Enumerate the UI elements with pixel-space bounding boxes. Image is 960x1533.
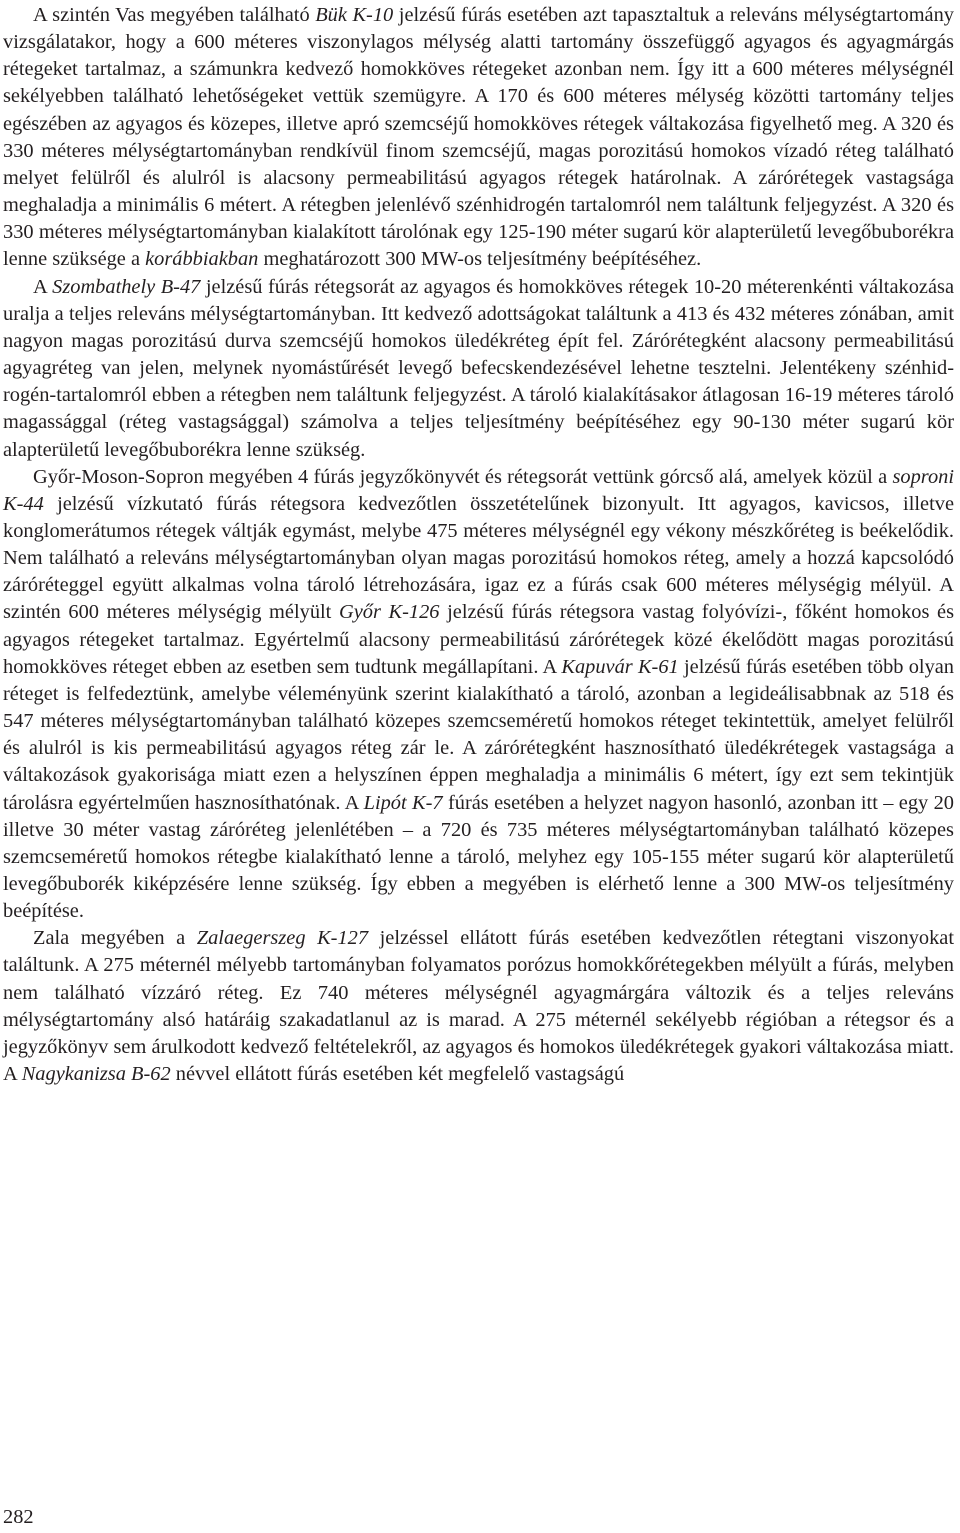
italic-term: Kapuvár K-61 xyxy=(561,655,679,678)
paragraph-vas-bük xyxy=(3,2,954,274)
text-run: jelzésű fúrás rétegsorát az agyagos és homokköves rétegek 10-20 méterenkénti váltakozása uralja a teljes releváns mélységtartományban. Itt kedvező adottságokat találtunk a 413 és 432 méteres zónában, amit nagyon magas porozitású durva szemcséjű homokos üledékréteg épít fel. Zárórétegként alacsony permeabilitású agyagréteg van jelen, melynek nyomástűrését levegő befecskendezésével lehetne tesztelni. Jelentékeny szénhidrogén-tartalomról ebben a rétegben nem találtunk feljegyzést. A tároló kialakításakor átlagosan 16-19 méteres tároló magassággal (réteg vastagsággal) számolva a teljes teljesítmény beépítéséhez egy 90-130 méter sugarú kör alapterületű levegőbuborékra lenne szükség. xyxy=(3,275,955,461)
text-run: A szintén Vas megyében található xyxy=(33,4,316,26)
text-run: jelzésű fúrás esetében több olyan réteget is felfedeztünk, amelybe véleményünk szerint kialakítható a tároló, azonban a legideálisabbnak az 518 és 547 méteres mélységtartományban található közepes szemcseméretű homokos réteget tekintettük, amelyet felülről és alulról is kis permeabilitású agyagos réteg zár le. A zárórétegként hasznosítható üledékrétegek vastagsága a váltakozások gyakorisága miatt ezen a helyszínen éppen meghaladja a minimális 6 métert, így ezt sem tekintjük tárolásra egyértelműen hasznosíthatónak. A xyxy=(3,655,955,814)
text-run: jelzésű fúrás rétegsora vastag folyóvízi-, főként homokos és agyagos rétegeket tartalmaz. Egyértelmű alacsony permeabilitású zárórétegek közé ékelődött magas porozitású homokköves réteget ebben az esetben sem tudtunk megállapítani. A xyxy=(3,601,955,678)
italic-term: Bük K-10 xyxy=(315,4,394,26)
paragraph-gyor-moson-sopron xyxy=(3,464,954,926)
italic-term: Szombathely B-47 xyxy=(52,275,201,298)
body-text xyxy=(3,2,954,1088)
text-run: A xyxy=(33,275,53,298)
text-run: jelzésű fúrás esetében azt tapasztaltuk a releváns mélységtartomány vizsgálatakor, hogy a 600 méteres viszonylagos mélység alatti tartomány összefüggő agyagos és agyagmárgás rétegeket tartalmaz, a számunkra kedvező homokköves rétegeket azonban nem. Így itt a 600 méteres mélységnél sekélyebben található lehetőségeket vettük szemügyre. A 170 és 600 méteres mélység közötti tartomány teljes egészében az agyagos és közepes, illetve apró szemcséjű homokköves rétegek váltakozása figyelhető meg. A 320 és 330 méteres mélységtartományban rendkívül finom szemcséjű, magas porozitású homokos vízadó réteg található melyet felülről és alulról is alacsony permeabilitású agyagos rétegek határolnak. A zárórétegek vastagsága meghaladja a minimális 6 métert. A rétegben jelenlévő szénhidrogén tartalomról nem találtunk feljegyzést. A 320 és 330 méteres mélységtartományban kialakított tárolónak egy 125-190 méter sugarú kör alapterületű levegőbuborékra lenne szüksége a xyxy=(3,4,954,271)
text-run: névvel ellátott fúrás esetében két megfelelő vastagságú xyxy=(170,1063,625,1086)
paragraph-zala xyxy=(3,925,954,1088)
italic-term: soproni K-44 xyxy=(3,465,954,515)
italic-term: Nagykanizsa B-62 xyxy=(21,1063,171,1086)
text-run: jelzéssel ellátott fúrás esetében kedvezőtlen rétegtani viszonyokat találtunk. A 275 méternél mélyebb tartományban folyamatos porózus homokkőrétegekben mélyült a fúrás, melyben nem található vízzáró réteg. Ez 740 méteres mélységnél agyagmárgára változik és a teljes releváns mélységtartomány alsó határáig szakadatlanul az is marad. A 275 méternél sekélyebb régióban a rétegsor és a jegyzőkönyv sem árulkodott kedvező feltételekről, az agyagos és homokos üledékrétegek gyakori váltakozása miatt. A xyxy=(3,927,955,1086)
text-run: jelzésű vízkutató fúrás rétegsora kedvezőtlen összetételűnek bizonyult. Itt agyagos, kavicsos, illetve konglomerátumos rétegek váltják egymást, melybe 475 méteres mélységnél egy vékony mészkőréteg is beékelődik. Nem található a releváns mélységtartományban olyan magas porozitású homokos réteg, amely a hozzá kapcsolódó záróréteggel együtt alkalmas volna tároló létrehozására, igaz ez a fúrás csak 600 méteres mélységig mélyül. A szintén 600 méteres mélységig mélyült xyxy=(3,492,954,624)
italic-term: Győr K-126 xyxy=(338,601,440,624)
text-run: Győr-Moson-Sopron megyében 4 fúrás jegyzőkönyvét és rétegsorát vettünk górcső alá, amelyek közül a xyxy=(33,465,893,488)
italic-term: korábbiakban xyxy=(145,248,259,271)
paragraph-szombathely xyxy=(3,274,954,464)
page-number: 282 xyxy=(3,1506,34,1528)
italic-term: Lipót K-7 xyxy=(363,791,443,814)
text-run: Zala megyében a xyxy=(33,927,197,950)
text-run: meghatározott 300 MW-os teljesítmény beépítéséhez. xyxy=(258,248,702,271)
italic-term: Zalaegerszeg K-127 xyxy=(196,927,369,950)
text-run: fúrás esetében a helyzet nagyon hasonló, azonban itt – egy 20 illetve 30 méter vastag záróréteg jelenlétében – a 720 és 735 méteres mélységtartományban található közepes szemcseméretű homokos rétegbe kialakítható lenne a tároló, melyhez egy 105-155 méter sugarú kör alapterületű levegőbuborék kiképzésére lenne szükség. Így ebben a megyében is elérhető lenne a 300 MW-os teljesítmény beépítése. xyxy=(3,791,954,923)
